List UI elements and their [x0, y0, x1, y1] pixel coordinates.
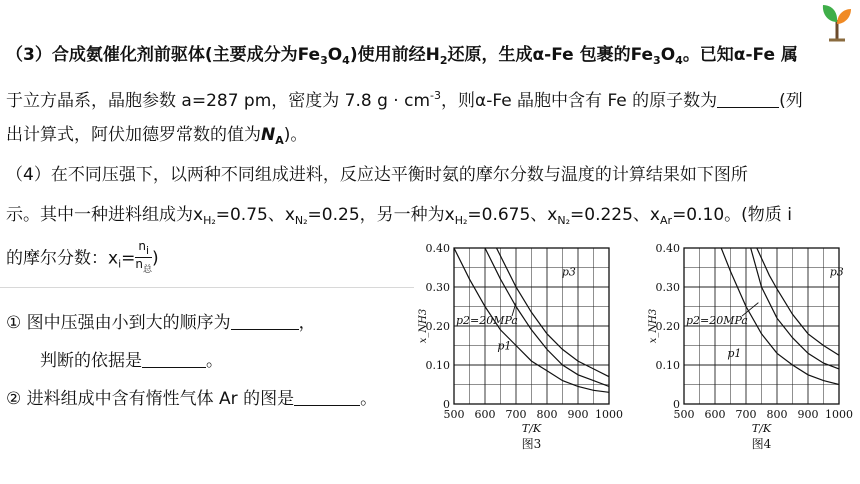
y-tick-label: 0.40 [425, 242, 450, 255]
y-tick-label: 0.10 [655, 359, 680, 372]
figure-caption: 图4 [751, 437, 772, 451]
sprout-icon [820, 2, 854, 42]
x-tick-label: 1000 [595, 408, 623, 421]
q3-line-2: 于立方晶系，晶胞参数 a=287 pm，密度为 7.8 $g \cdot cm^{-3}$，则α-Fe 晶胞中含有 Fe 的原子数为 (列 [6, 89, 803, 111]
answer-blank-reason[interactable] [142, 351, 206, 368]
sub-question-1-reason: 判断的依据是 。 [40, 351, 223, 371]
figure-caption: 图3 [521, 437, 542, 451]
answer-blank-ar-figure[interactable] [294, 389, 360, 406]
y-tick-label: 0 [673, 398, 680, 411]
y-tick-label: 0.10 [425, 359, 450, 372]
y-tick-label: 0.20 [425, 320, 450, 333]
x-tick-label: 600 [704, 408, 726, 421]
x-axis-label: T/K [521, 422, 542, 435]
q3-line-3: 出计算式，阿伏加德罗常数的值为$N_A$)。 [6, 125, 308, 147]
q4-line-3: 的摩尔分数：$x_i=$ $\frac{ni}{n_总}$ ) [6, 239, 159, 275]
x-tick-label: 500 [443, 408, 465, 421]
answer-blank-atoms[interactable] [717, 91, 779, 108]
sub-question-2: ② 进料组成中含有惰性气体 Ar 的图是 。 [6, 389, 378, 409]
q3-line-1: （3）合成氨催化剂前驱体(主要成分为$Fe_3O_4$)使用前经$H_2$还原，生成α-Fe 包裹的$Fe_3O_4$。已知α-Fe 属 [6, 45, 798, 67]
x-tick-label: 500 [673, 408, 695, 421]
divider [0, 287, 414, 288]
sub-question-1: ① 图中压强由小到大的顺序为 ， [6, 313, 316, 333]
annotation-p3: p3 [561, 265, 576, 279]
x-tick-label: 1000 [825, 408, 853, 421]
q4-line-1: （4）在不同压强下，以两种不同组成进料，反应达平衡时氨的摩尔分数与温度的计算结果如下图所 [6, 165, 748, 185]
y-tick-label: 0.30 [425, 281, 450, 294]
annotation-p1: p1 [727, 347, 742, 361]
x-tick-label: 700 [505, 408, 527, 421]
chart-figure-3 [414, 238, 623, 466]
y-axis-label: x_NH3 [418, 308, 429, 344]
x-tick-label: 800 [766, 408, 788, 421]
y-tick-label: 0.40 [655, 242, 680, 255]
y-tick-label: 0.20 [655, 320, 680, 333]
x-tick-label: 600 [474, 408, 496, 421]
y-tick-label: 0 [443, 398, 450, 411]
x-tick-label: 900 [567, 408, 589, 421]
annotation-p1: p1 [497, 339, 512, 353]
x-tick-label: 800 [536, 408, 558, 421]
x-axis-label: T/K [751, 422, 772, 435]
y-tick-label: 0.30 [655, 281, 680, 294]
x-tick-label: 900 [797, 408, 819, 421]
x-tick-label: 700 [735, 408, 757, 421]
series-line-p2 [751, 248, 839, 369]
annotation-p2: p2=20MPa [686, 314, 748, 328]
annotation-p3: p3 [829, 265, 844, 279]
chart-figure-4 [644, 238, 853, 466]
q4-line-2: 示。其中一种进料组成为$x_{H_2}=0.75$、$x_{N_2}=0.25$，另一种为$x_{H_2}=0.675$、$x_{N_2}=0.225$、$x_{Ar}=0.10$。(物质 i [6, 205, 792, 227]
mole-fraction-formula: $\frac{ni}{n_总}$ [135, 239, 152, 275]
y-axis-label: x_NH3 [648, 308, 659, 344]
annotation-p2: p2=20MPa [456, 314, 518, 328]
answer-blank-pressure-order[interactable] [231, 313, 299, 330]
